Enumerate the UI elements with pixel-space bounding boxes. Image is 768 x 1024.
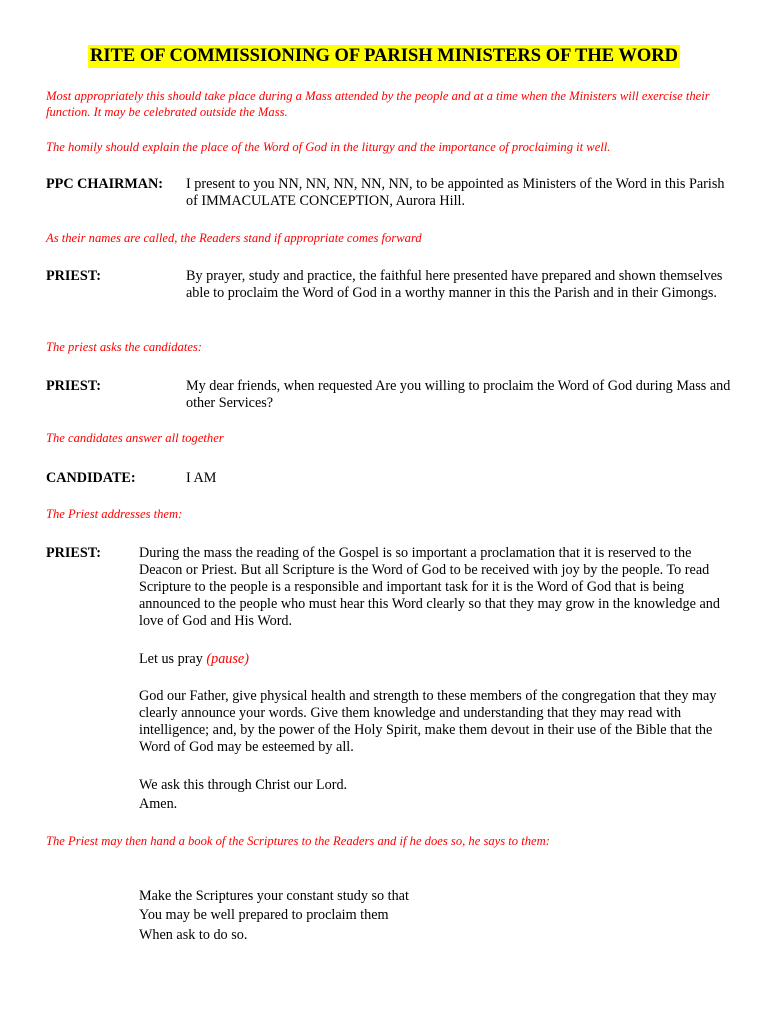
speaker-label: PPC CHAIRMAN: xyxy=(46,176,164,192)
prayer-amen: Amen. xyxy=(139,796,178,812)
rubric-homily: The homily should explain the place of the Word of God in the liturgy and the importance of proclaiming it well. xyxy=(46,140,611,154)
speech-text: I present to you NN, NN, NN, NN, NN, to be appointed as Ministers of the Word in this Parish of IMMACULATE CONCEPTION, Aurora Hill. xyxy=(186,176,725,209)
speaker-label: PRIEST: xyxy=(46,545,101,561)
rubric-names-called: As their names are called, the Readers stand if appropriate comes forward xyxy=(46,231,422,245)
title-container xyxy=(0,45,768,68)
speaker-label: CANDIDATE: xyxy=(46,470,136,486)
speech-text: My dear friends, when requested Are you willing to proclaim the Word of God during Mass and other Services? xyxy=(186,378,731,411)
final-words-line-2: You may be well prepared to proclaim them xyxy=(139,907,389,923)
let-us-pray-line xyxy=(139,651,729,668)
let-us-pray-text: Let us pray xyxy=(139,651,203,667)
document-title: RITE OF COMMISSIONING OF PARISH MINISTERS OF THE WORD xyxy=(90,46,678,66)
speech-text: During the mass the reading of the Gospel is so important a proclamation that it is reserved to the Deacon or Priest. But all Scripture is the Word of God to be received with joy by the people. To read Scripture to the people is a responsible and important task for it is the Word of God that is being announced to the people who must hear this Word clearly so that they may grow in the knowledge and love of God and His Word. xyxy=(139,545,720,629)
rubric-priest-asks: The priest asks the candidates: xyxy=(46,340,203,354)
speaker-label: PRIEST: xyxy=(46,378,101,394)
speaker-label: PRIEST: xyxy=(46,268,101,284)
prayer-body: God our Father, give physical health and strength to these members of the congregation that they may clearly announce your words. Give them knowledge and understanding that they may read with intelligence; and, by the power of the Holy Spirit, make them devout in their use of the Bible that the Word of God may be esteemed by all. xyxy=(139,688,717,755)
rubric-priest-addresses: The Priest addresses them: xyxy=(46,507,183,521)
rubric-candidates-answer: The candidates answer all together xyxy=(46,431,224,445)
rubric-hand-book: The Priest may then hand a book of the Scriptures to the Readers and if he does so, he says to them: xyxy=(46,834,550,848)
prayer-closing-line: We ask this through Christ our Lord. xyxy=(139,777,348,793)
rubric-intro: Most appropriately this should take place during a Mass attended by the people and at a time when the Ministers will exercise their function. It may be celebrated outside the Mass. xyxy=(46,89,710,119)
speech-text: I AM xyxy=(186,470,217,486)
speech-text: By prayer, study and practice, the faithful here presented have prepared and shown themselves able to proclaim the Word of God in a worthy manner in this the Parish and in their Gimongs. xyxy=(186,268,723,301)
final-words-line-3: When ask to do so. xyxy=(139,927,248,943)
pause-rubric: (pause) xyxy=(206,651,249,667)
final-words-line-1: Make the Scriptures your constant study so that xyxy=(139,888,409,904)
